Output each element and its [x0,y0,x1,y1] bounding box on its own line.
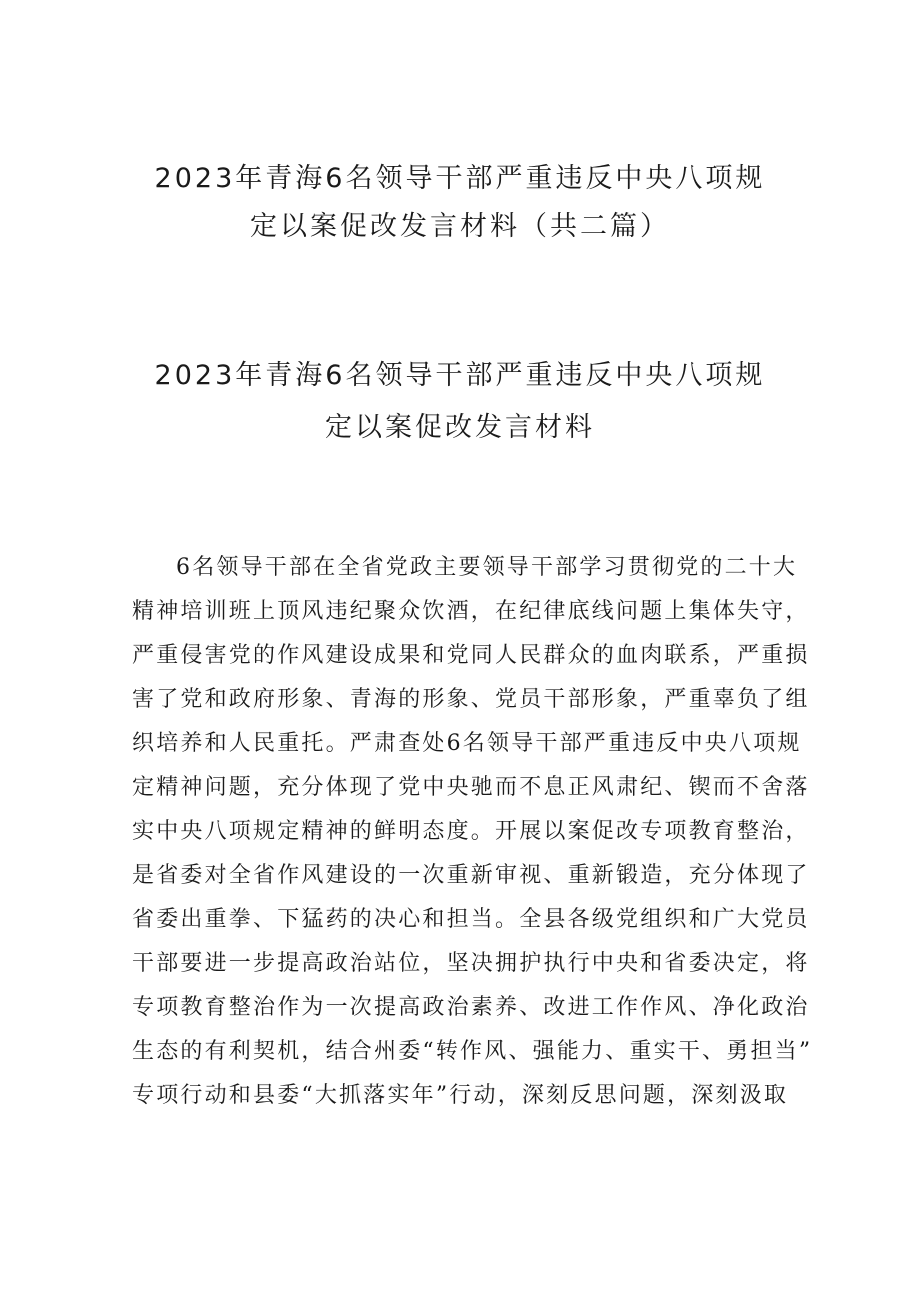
body-paragraph [132,546,813,1118]
main-title-line-2: 定以案促改发言材料（共二篇） [250,211,670,242]
body-line: 省委出重拳、下猛药的决心和担当。全县各级党组织和广大党员 [132,907,810,932]
body-line: 生态的有利契机，结合州委“转作风、强能力、重实干、勇担当” [132,1039,813,1064]
body-line: 定精神问题，充分体现了党中央驰而不息正风肃纪、锲而不舍落 [132,775,810,800]
section-title-line-2: 定以案促改发言材料 [325,412,595,443]
body-line: 专项教育整治作为一次提高政治素养、改进工作作风、净化政治 [132,995,810,1020]
body-line: 专项行动和县委“大抓落实年”行动，深刻反思问题，深刻汲取 [132,1083,789,1108]
body-line: 织培养和人民重托。严肃查处6名领导干部严重违反中央八项规 [132,731,802,756]
section-title [0,350,920,454]
section-title-line-1: 2023年青海6名领导干部严重违反中央八项规 [154,360,766,391]
body-line: 精神培训班上顶风违纪聚众饮酒，在纪律底线问题上集体失守， [132,599,810,624]
body-line: 干部要进一步提高政治站位，坚决拥护执行中央和省委决定，将 [132,951,810,976]
body-line: 实中央八项规定精神的鲜明态度。开展以案促改专项教育整治， [132,819,810,844]
body-line: 是省委对全省作风建设的一次重新审视、重新锻造，充分体现了 [132,863,810,888]
body-line: 害了党和政府形象、青海的形象、党员干部形象，严重辜负了组 [132,687,810,712]
main-title-line-1: 2023年青海6名领导干部严重违反中央八项规 [154,163,766,194]
document-main-title [0,155,920,251]
body-line: 严重侵害党的作风建设成果和党同人民群众的血肉联系，严重损 [132,643,810,668]
body-line: 6名领导干部在全省党政主要领导干部学习贯彻党的二十大 [176,555,798,580]
